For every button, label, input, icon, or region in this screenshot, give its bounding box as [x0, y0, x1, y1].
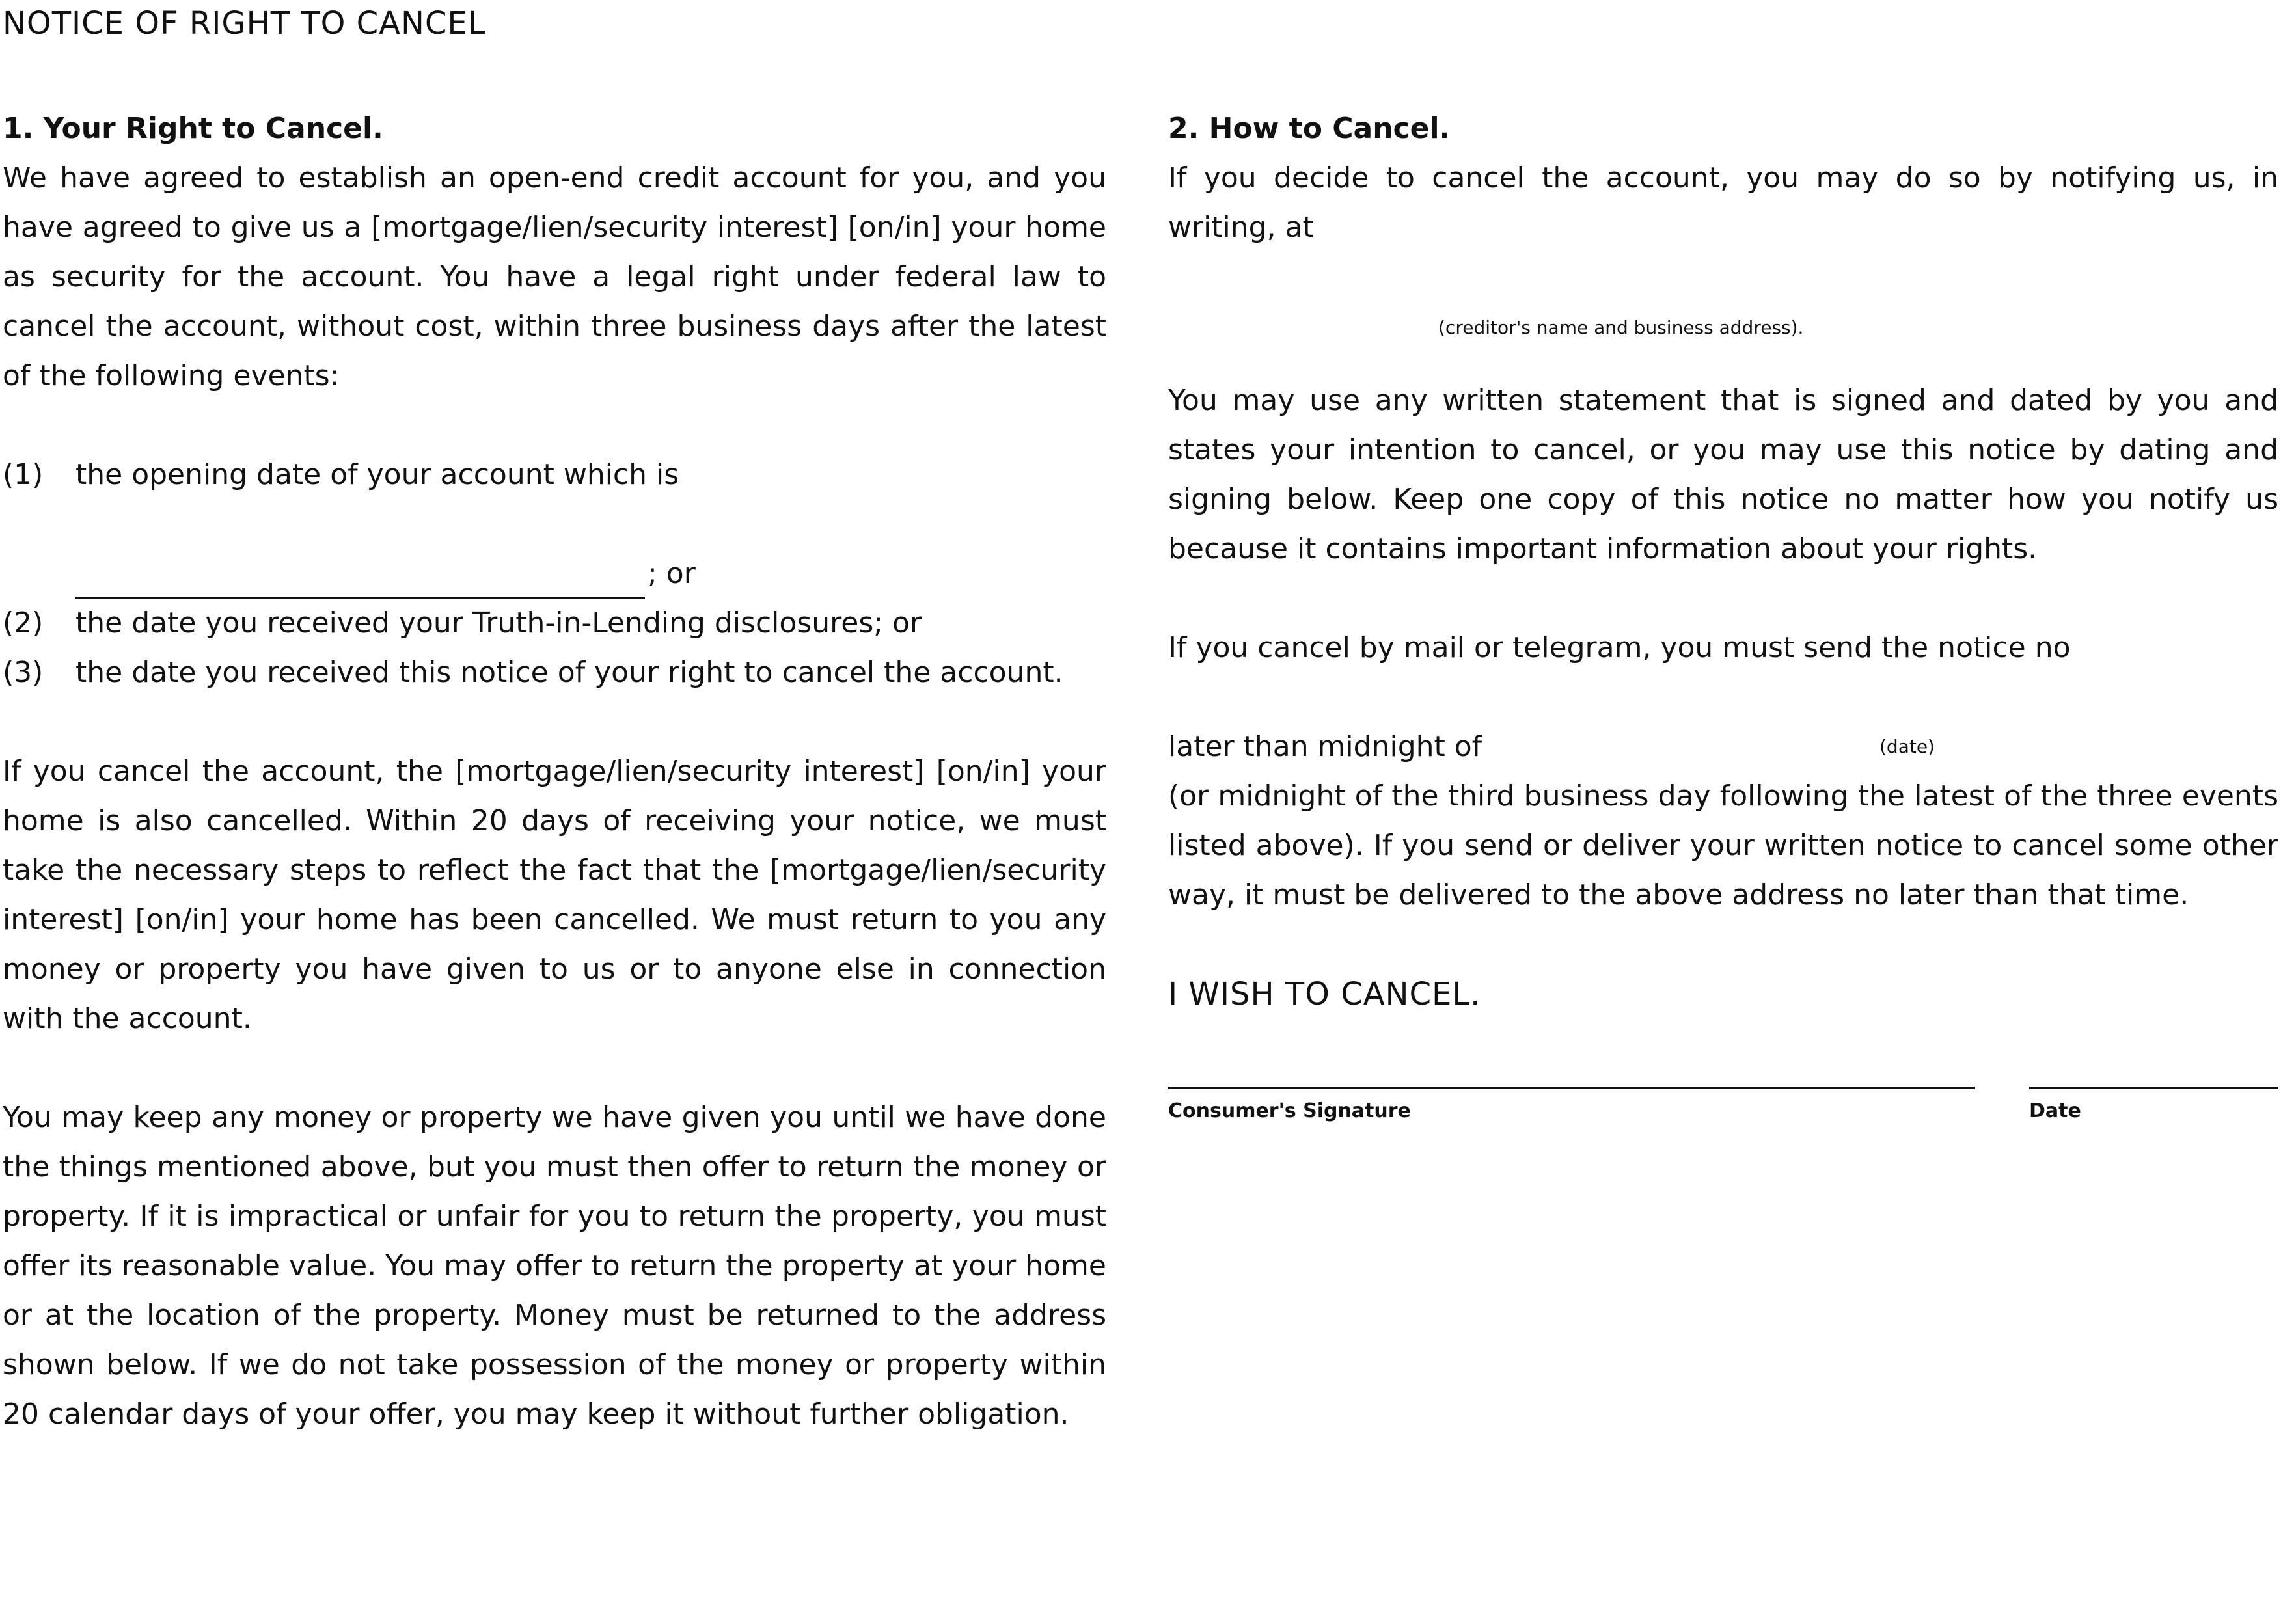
- opening-date-blank-row: [3, 549, 1106, 599]
- how-to-cancel-intro: If you decide to cancel the account, you may do so by notifying us, in writing, at: [1168, 161, 2278, 244]
- event-item-2: [3, 599, 1106, 648]
- right-to-cancel-intro: We have agreed to establish an open-end credit account for you, and you have agreed to give us a [mortgage/lien/security interest] [on/in] your home as security for the account. You have a legal right under federal law to cancel the account, without cost, within three business days after the latest of the following events:: [3, 161, 1106, 392]
- cancel-effect-paragraph: If you cancel the account, the [mortgage/lien/security interest] [on/in] your home is also cancelled. Within 20 days of receiving your notice, we must take the necessary steps to reflect the fact that the [mortgage/lien/security interest] [on/in] your home has been cancelled. We must return to you any money or property you have given to us or to anyone else in connection with the account.: [3, 755, 1106, 1035]
- date-line: [2029, 1087, 2278, 1089]
- date-caption-label: Date: [2029, 1100, 2081, 1122]
- creditor-address-area: [1168, 302, 2278, 376]
- deadline-paragraph: (or midnight of the third business day following the latest of the three events listed above). If you send or deliver your written notice to cancel some other way, it must be delivered to the above address no later than that time.: [1168, 779, 2278, 912]
- mail-telegram-line: If you cancel by mail or telegram, you must send the notice no: [1168, 631, 2071, 664]
- written-statement-paragraph: You may use any written statement that is signed and dated by you and states your intention to cancel, or you may use this notice by dating and signing below. Keep one copy of this notice no matter how you notify us because it contains important information about your rights.: [1168, 384, 2278, 565]
- event-text: the opening date of your account which is: [75, 458, 679, 491]
- wish-to-cancel-heading: I WISH TO CANCEL.: [1168, 976, 1481, 1012]
- signature-line: [1168, 1087, 1975, 1089]
- signature-caption: Consumer's Signature: [1168, 1100, 1411, 1122]
- date-caption: (date): [1879, 736, 1935, 757]
- event-number: (3): [3, 656, 44, 689]
- page-title: NOTICE OF RIGHT TO CANCEL: [3, 5, 486, 42]
- right-to-cancel-section: [3, 104, 1106, 1439]
- event-number: (2): [3, 606, 44, 640]
- event-number: (1): [3, 458, 44, 491]
- event-text: the date you received this notice of your right to cancel the account.: [75, 656, 1063, 689]
- deadline-date-row: [1168, 722, 2278, 772]
- event-item-1: [3, 450, 1106, 500]
- section-2-heading: 2. How to Cancel.: [1168, 112, 1451, 145]
- creditor-caption: (creditor's name and business address).: [1438, 317, 1804, 338]
- blank-suffix: ; or: [648, 557, 696, 590]
- event-text: the date you received your Truth-in-Lending disclosures; or: [75, 606, 922, 640]
- keep-property-paragraph: You may keep any money or property we have given you until we have done the things mentioned above, but you must then offer to return the money or property. If it is impractical or unfair for you to return the property, you must offer its reasonable value. You may offer to return the property at your home or at the location of the property. Money must be returned to the address shown below. If we do not take possession of the money or property within 20 calendar days of your offer, you may keep it without further obligation.: [3, 1101, 1106, 1431]
- event-item-3: [3, 648, 1106, 697]
- how-to-cancel-section: [1168, 104, 2278, 1178]
- signature-area: [1168, 1087, 2278, 1178]
- opening-date-blank: [75, 578, 645, 599]
- section-1-heading: 1. Your Right to Cancel.: [3, 112, 383, 145]
- later-than-text: later than midnight of: [1168, 730, 1482, 763]
